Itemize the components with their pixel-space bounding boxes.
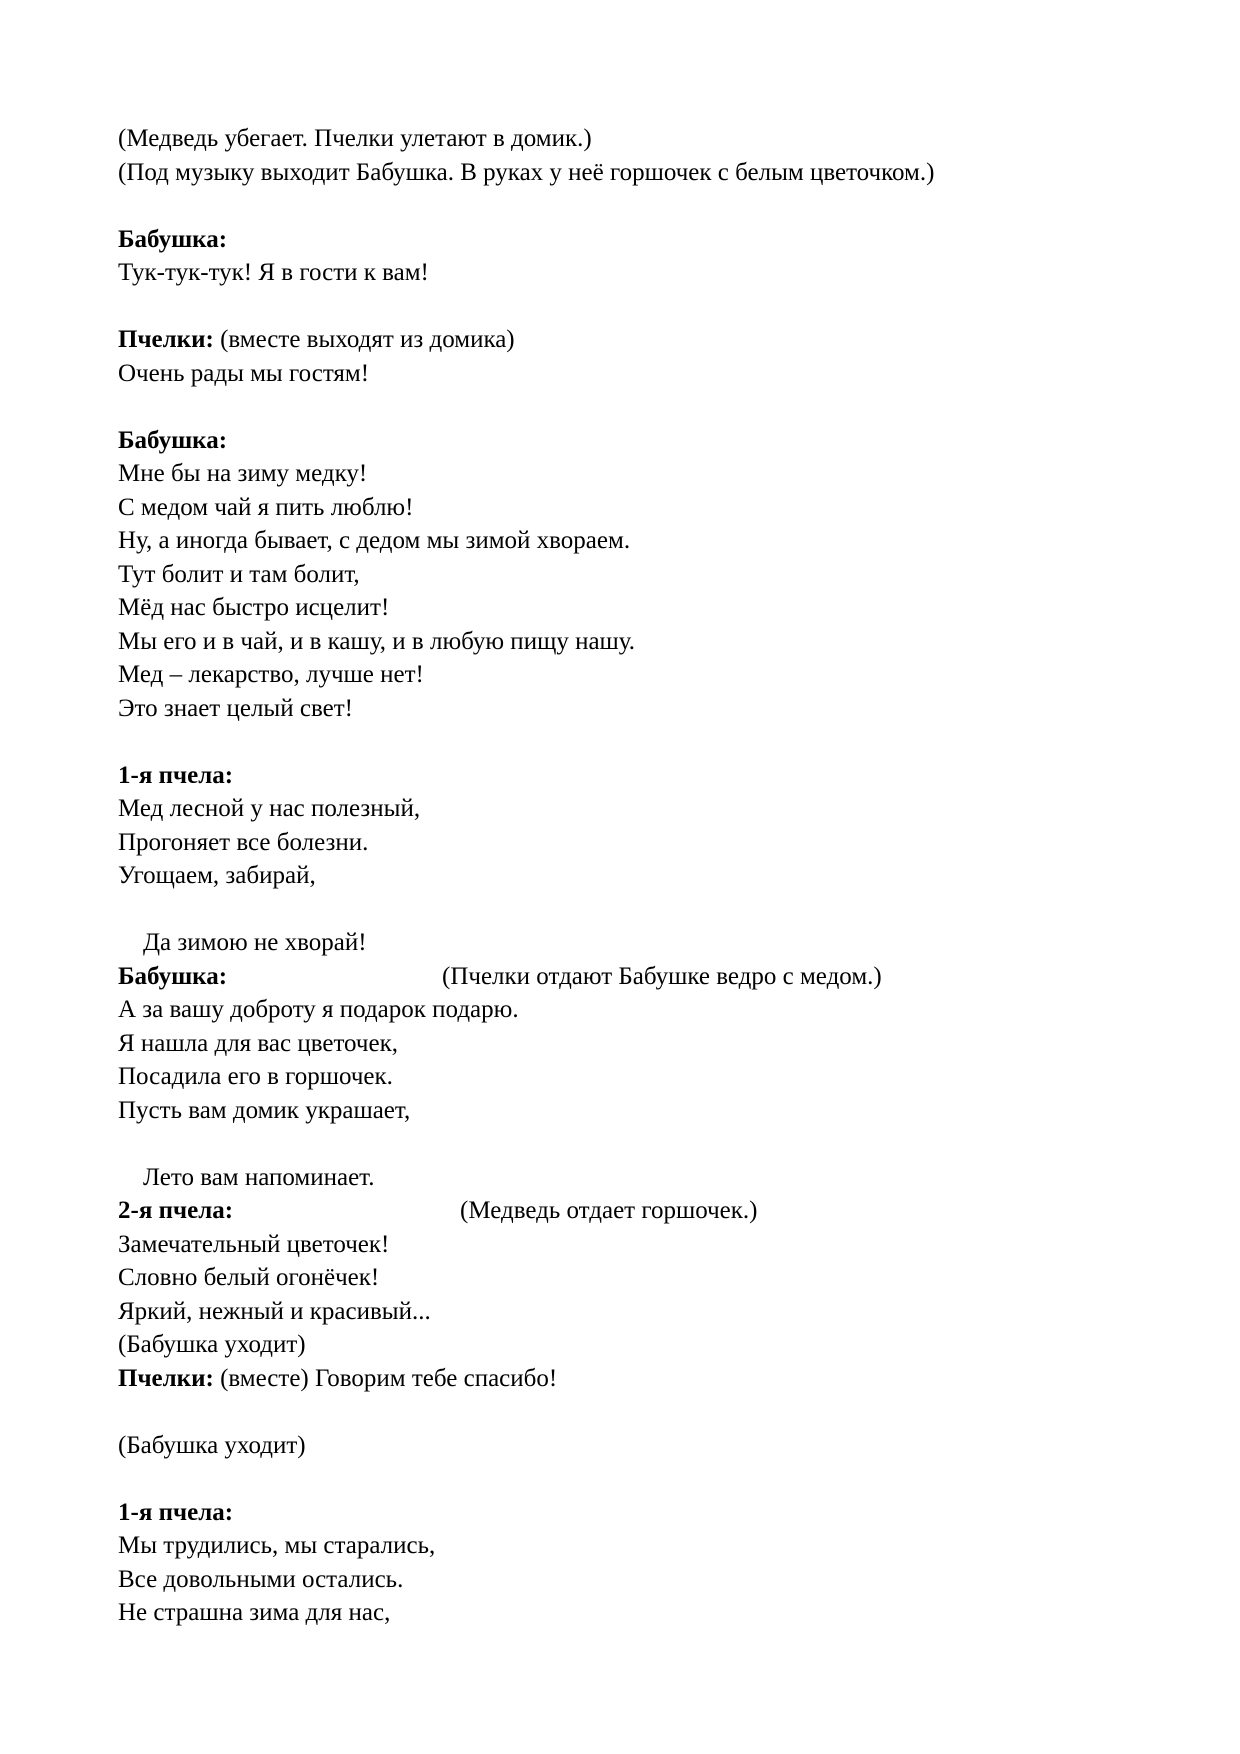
verse-line: Мы трудились, мы старались, <box>118 1532 436 1559</box>
stage-direction: (Медведь убегает. Пчелки улетают в домик.) <box>118 125 592 152</box>
stage-direction: (вместе выходят из домика) <box>213 326 515 353</box>
stage-direction: (Пчелки отдают Бабушке ведро с медом.) <box>442 962 882 990</box>
verse-line: Прогоняет все болезни. <box>118 828 369 856</box>
verse-line: Яркий, нежный и красивый... <box>118 1297 431 1325</box>
spacer <box>118 390 1118 424</box>
verse-line: Не страшна зима для нас, <box>118 1599 391 1626</box>
verse-line: Ну, а иногда бывает, с дедом мы зимой хвораем. <box>118 527 631 554</box>
speaker-name: 1-я пчела: <box>118 1498 234 1526</box>
verse-line: Мед лесной у нас полезный, <box>118 795 421 822</box>
spacer <box>118 725 1118 759</box>
verse-line: Замечательный цветочек! <box>118 1230 390 1258</box>
verse-line: Мёд нас быстро исцелит! <box>118 594 390 621</box>
verse-line: Мы его и в чай, и в кашу, и в любую пищу нашу. <box>118 627 636 655</box>
verse-line: Посадила его в горшочек. <box>118 1063 393 1090</box>
verse-line: С медом чай я пить люблю! <box>118 493 414 521</box>
verse-line: Пусть вам домик украшает, <box>118 1096 411 1124</box>
speaker-name: Пчелки: <box>118 1364 214 1392</box>
verse-line: (вместе) Говорим тебе спасибо! <box>213 1364 558 1392</box>
speaker-name: 1-я пчела: <box>118 761 234 789</box>
spacer <box>118 1462 1118 1496</box>
verse-line: Тут болит и там болит, <box>118 560 360 588</box>
stage-direction: (Под музыку выходит Бабушка. В руках у неё горшочек с белым цветочком.) <box>118 158 935 186</box>
verse-line: Все довольными остались. <box>118 1565 404 1593</box>
verse-line: Да зимою не хворай! <box>143 929 367 956</box>
verse-line: Словно белый огонёчек! <box>118 1264 380 1291</box>
speaker-name: 2-я пчела: <box>118 1197 234 1224</box>
verse-line: Мне бы на зиму медку! <box>118 460 368 487</box>
speaker-with-line <box>118 1362 1118 1396</box>
stage-direction: (Медведь отдает горшочек.) <box>460 1197 758 1224</box>
verse-line: Лето вам напоминает. <box>143 1163 375 1191</box>
speaker-name: Бабушка: <box>118 426 228 454</box>
spacer <box>118 290 1118 324</box>
spacer <box>118 189 1118 223</box>
verse-line: Я нашла для вас цветочек, <box>118 1029 398 1057</box>
speaker-name: Пчелки: <box>118 326 214 353</box>
speaker-with-direction <box>118 323 1118 357</box>
verse-line: Мед – лекарство, лучше нет! <box>118 661 424 688</box>
speaker-name: Бабушка: <box>118 962 228 990</box>
verse-line: Тук-тук-тук! Я в гости к вам! <box>118 259 429 286</box>
verse-line: Очень рады мы гостям! <box>118 359 370 387</box>
stage-direction: (Бабушка уходит) <box>118 1431 306 1459</box>
document-page <box>118 122 1118 1630</box>
verse-line: Это знает целый свет! <box>118 694 353 722</box>
stage-direction: (Бабушка уходит) <box>118 1331 306 1358</box>
verse-line: Угощаем, забирай, <box>118 862 316 889</box>
verse-line: А за вашу доброту я подарок подарю. <box>118 996 519 1023</box>
speaker-name: Бабушка: <box>118 225 228 253</box>
spacer <box>118 1395 1118 1429</box>
